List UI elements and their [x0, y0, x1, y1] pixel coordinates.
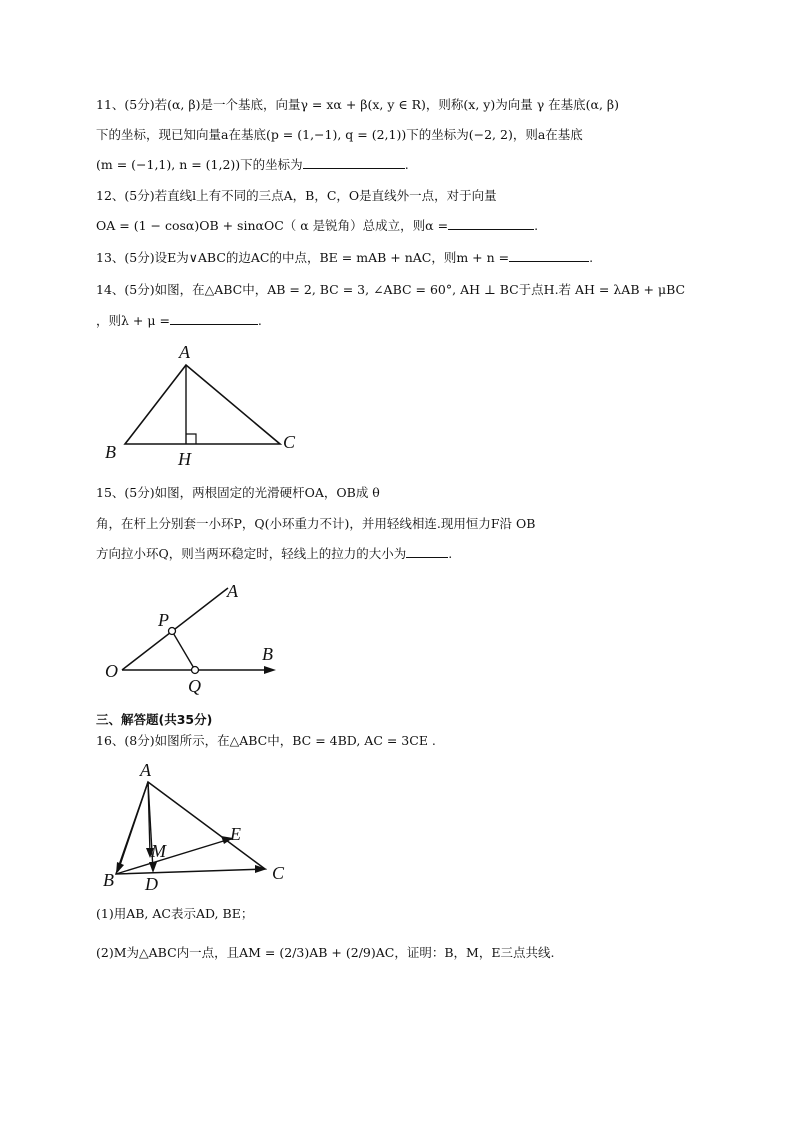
q11-line3 — [96, 157, 409, 173]
q12-answer-blank — [448, 218, 534, 230]
q14-answer-blank — [170, 313, 258, 325]
q15-label-b: B — [262, 644, 273, 664]
q15-string-pq — [172, 631, 195, 670]
q16-part1: (1)用AB, AC表示AD, BE； — [96, 906, 254, 921]
q16-label-a: A — [140, 760, 151, 780]
q14-end: . — [257, 313, 262, 328]
q16-vector-be — [116, 839, 230, 874]
q15-label-q: Q — [188, 676, 201, 696]
q11-line2: 下的坐标，现已知向量a在基底(p = (1,−1), q = (2,1))下的坐标为(−2, 2)，则a在基底 — [96, 127, 583, 142]
q12-line1: 12、(5分)若直线l上有不同的三点A，B，C，O是直线外一点，对于向量 — [96, 188, 497, 203]
q15-ring-q — [192, 667, 199, 674]
q15-line2: 角，在杆上分别套一小环P，Q(小环重力不计)，并用轻线相连.现用恒力F沿 OB — [96, 516, 536, 531]
q14-label-a: A — [179, 342, 190, 362]
q16-triangle-abc — [116, 782, 265, 874]
q15-line3-text: 方向拉小环Q，则当两环稳定时，轻线上的拉力的大小为 — [96, 546, 407, 561]
q16-label-b: B — [103, 870, 114, 890]
q13-line1 — [96, 250, 593, 266]
q16-label-e: E — [230, 824, 241, 844]
q12-line2 — [96, 218, 538, 234]
q11-line1: 11、(5分)若(α, β)是一个基底，向量γ = xα + β(x, y ∈ R)，则称(x, y)为向量 γ 在基底(α, β) — [96, 97, 620, 112]
q12-end: . — [534, 218, 539, 233]
q14-line1: 14、(5分)如图，在△ABC中，AB = 2, BC = 3, ∠ABC = 60°, AH ⊥ BC于点H.若 AH = λAB + μBC — [96, 282, 686, 297]
q15-label-o: O — [105, 661, 118, 681]
q14-triangle-abc — [125, 365, 280, 444]
q13-answer-blank — [509, 250, 589, 262]
section-3-title: 三、解答题(共35分) — [96, 712, 213, 727]
q14-label-c: C — [283, 432, 296, 452]
q11-end: . — [404, 157, 409, 172]
q12-line2-text: OA = (1 − cosα)OB + sinαOC（ α 是锐角）总成立，则α = — [96, 218, 449, 233]
q14-triangle-figure — [100, 340, 310, 470]
q16-label-d: D — [145, 874, 158, 894]
q16-vector-ab — [118, 782, 148, 871]
q15-end: . — [448, 546, 453, 561]
q16-triangle-figure — [100, 758, 300, 898]
q11-answer-blank — [303, 157, 405, 169]
q16-line1: 16、(8分)如图所示，在△ABC中，BC = 4BD, AC = 3CE . — [96, 733, 436, 748]
q15-label-p: P — [158, 610, 169, 630]
q15-rods-figure — [100, 580, 290, 695]
q13-line1-text: 13、(5分)设E为∨ABC的边AC的中点，BE = mAB + nAC，则m + n = — [96, 250, 510, 265]
q13-end: . — [589, 250, 594, 265]
q11-line3-text: (m = (−1,1), n = (1,2))下的坐标为 — [96, 157, 303, 172]
q14-label-b: B — [105, 442, 116, 462]
q16-label-c: C — [272, 863, 285, 883]
q14-right-angle-mark — [186, 434, 196, 444]
q15-line1: 15、(5分)如图，两根固定的光滑硬杆OA，OB成 θ — [96, 485, 380, 500]
q15-ring-p — [169, 628, 176, 635]
q15-label-a: A — [227, 581, 238, 601]
q16-part2: (2)M为△ABC内一点，且AM = (2/3)AB + (2/9)AC，证明：B，M，E三点共线. — [96, 945, 555, 960]
q15-line3 — [96, 546, 452, 562]
q14-line2 — [96, 313, 262, 329]
q14-line2-text: ，则λ + μ = — [96, 313, 170, 328]
q14-label-h: H — [178, 449, 191, 469]
q15-arrow-head-icon — [264, 666, 276, 674]
q16-label-m: M — [151, 841, 166, 861]
q15-answer-blank — [406, 546, 448, 558]
